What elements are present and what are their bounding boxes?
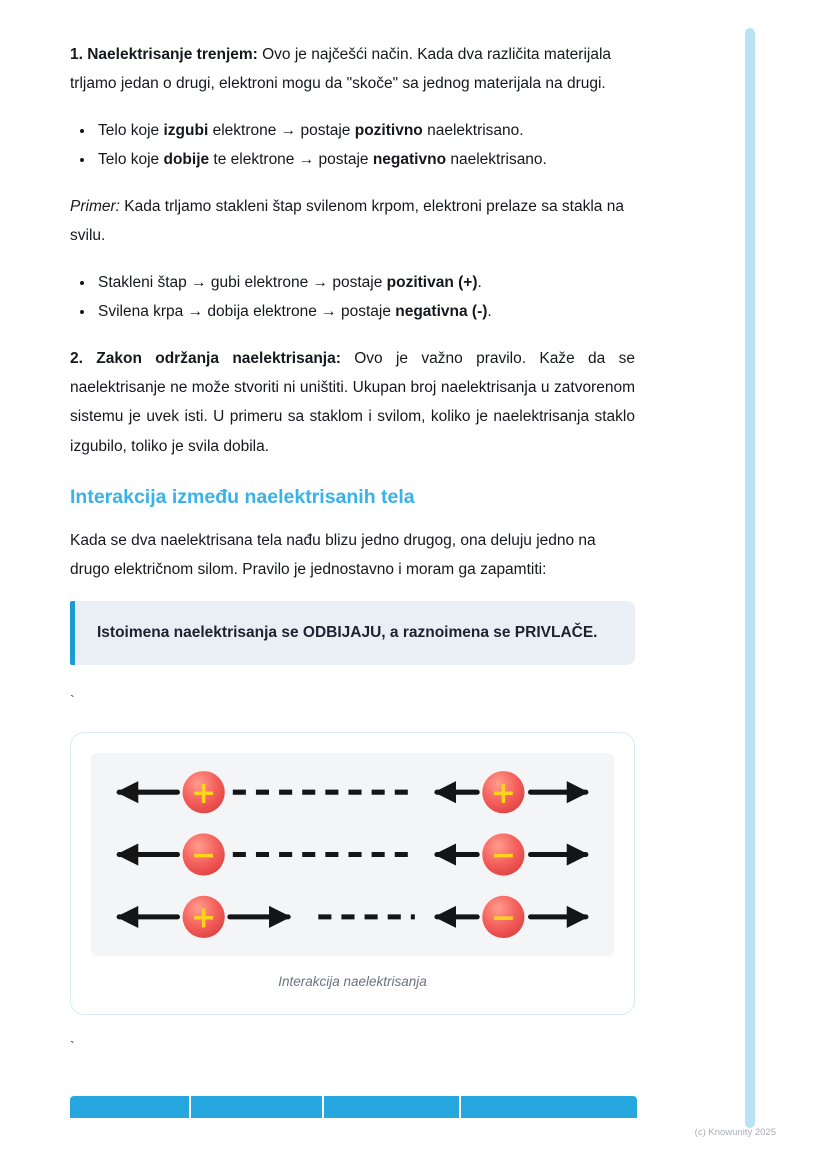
charge-sign: − <box>490 837 517 873</box>
diagram-row-positive-negative <box>119 896 586 938</box>
paragraph-charging-by-friction <box>70 40 635 99</box>
charge-sign: − <box>490 900 517 936</box>
bullet-list-glass-silk <box>70 268 635 327</box>
list-item <box>95 116 635 145</box>
charge-sign: + <box>191 900 217 936</box>
figure-card <box>70 732 635 1016</box>
stray-backtick: ` <box>70 1038 75 1055</box>
list-item-text: . <box>487 303 492 321</box>
charge-interaction-diagram <box>91 753 614 956</box>
list-item-text: Svilena krpa → dobija elektrone → postaje <box>98 303 396 321</box>
table-header-cell <box>70 1096 189 1118</box>
list-item-text: elektrone → postaje <box>208 121 355 139</box>
list-item-text: naelektrisano. <box>446 151 547 169</box>
list-item-bold: pozitivan (+) <box>386 273 478 291</box>
list-item-text: Telo koje <box>98 151 164 169</box>
charge-sign: + <box>490 775 517 811</box>
footer-credit: (c) Knowunity 2025 <box>694 1127 776 1138</box>
paragraph-interaction-intro: Kada se dva naelektrisana tela nađu blizu jedno drugog, ona deluju jedno na drugo električnom silom. Pravilo je jednostavno i moram ga zapamtiti: <box>70 531 596 578</box>
list-item-bold: pozitivno <box>354 121 423 139</box>
charge-sign: + <box>191 775 217 811</box>
list-item-text: . <box>477 273 482 291</box>
paragraph-example <box>70 192 635 251</box>
list-item-text: te elektrone → postaje <box>209 151 373 169</box>
diagram-row-negative-negative <box>119 833 586 875</box>
list-item <box>95 145 635 174</box>
charge-sign: − <box>191 837 217 873</box>
paragraph-text: Ovo je važno pravilo. Kaže da se naelektrisanje ne može stvoriti ni uništiti. Ukupan broj naelektrisanja u zatvorenom sistemu je uvek isti. U primeru sa staklom i svilom, koliko je naelektrisanja staklo izgubilo, toliko je svila dobila. <box>70 349 635 455</box>
paragraph-lead-bold: 2. Zakon održanja naelektrisanja: <box>70 349 341 367</box>
list-item-bold: negativno <box>372 151 447 169</box>
diagram-row-positive-positive <box>119 771 586 813</box>
callout-rule <box>70 601 635 665</box>
charge-interaction-svg <box>91 759 614 950</box>
list-item-bold: negativna (-) <box>395 303 488 321</box>
list-item-bold: izgubi <box>163 121 209 139</box>
list-item-text: Telo koje <box>98 121 164 139</box>
list-item <box>95 268 635 297</box>
bullet-list-electron-transfer <box>70 116 635 175</box>
list-item-text: Stakleni štap → gubi elektrone → postaje <box>98 273 387 291</box>
paragraph-text: Kada trljamo stakleni štap svilenom krpom, elektroni prelaze sa stakla na svilu. <box>70 197 624 245</box>
list-item-bold: dobije <box>163 151 210 169</box>
paragraph-conservation-law <box>70 344 635 462</box>
list-item-text: naelektrisano. <box>422 121 524 139</box>
table-header-cell <box>191 1096 322 1118</box>
list-item <box>95 297 635 326</box>
figure-caption: Interakcija naelektrisanja <box>278 973 427 989</box>
table-header-row <box>70 1096 635 1118</box>
table-header-cell <box>324 1096 459 1118</box>
paragraph-lead-bold: 1. Naelektrisanje trenjem: <box>70 46 258 63</box>
paragraph-text: Ovo je najčešći način. Kada dva različita materijala trljamo jedan o drugi, elektroni mogu da "skoče" sa jednog materijala na drugi. <box>70 46 612 93</box>
paragraph-lead-italic: Primer: <box>70 197 120 215</box>
section-heading-interaction: Interakcija između naelektrisanih tela <box>70 486 415 509</box>
table-header-cell <box>461 1096 637 1118</box>
stray-backtick: ` <box>70 692 75 709</box>
document-content <box>70 0 635 1118</box>
scrollbar-thumb[interactable] <box>745 28 755 1128</box>
callout-text: Istoimena naelektrisanja se ODBIJAJU, a raznoimena se PRIVLAČE. <box>97 624 598 642</box>
